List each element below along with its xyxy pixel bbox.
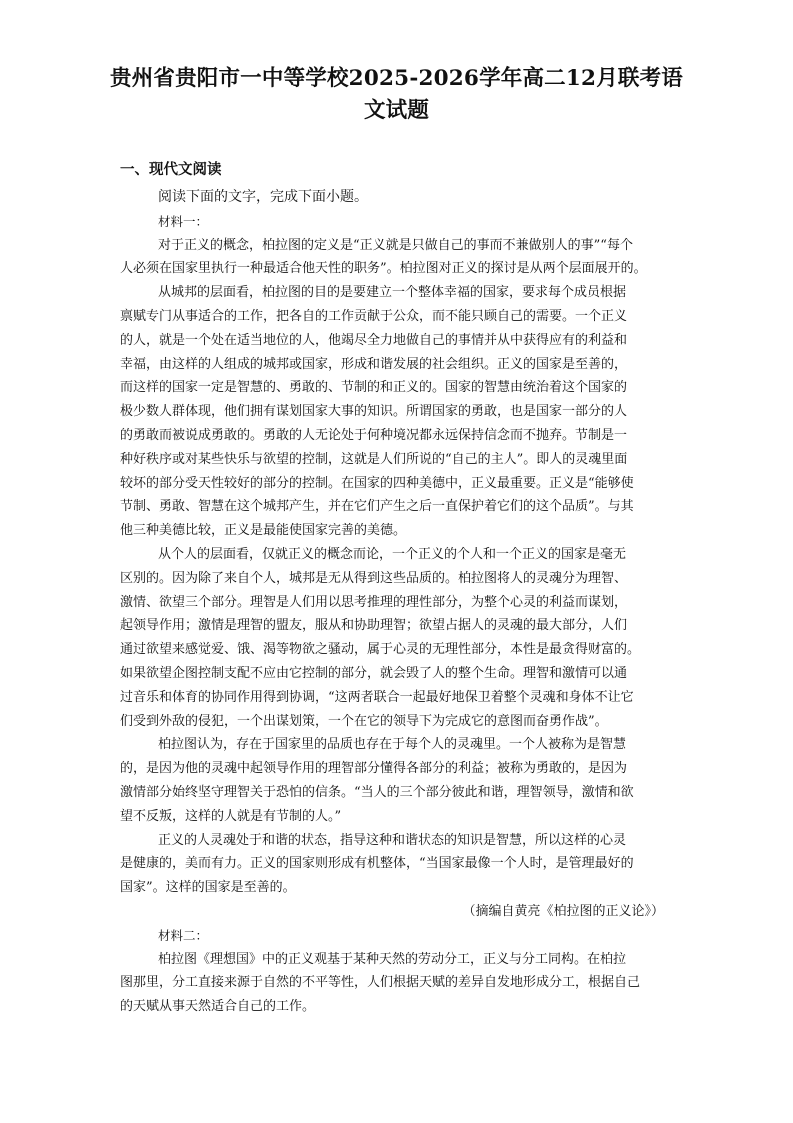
text-line: 极少数人群体现，他们拥有谋划国家大事的知识。所谓国家的勇敢，也是国家一部分的人 (120, 404, 628, 420)
text-line: 节制、勇敢、智慧在这个城邦产生，并在它们产生之后一直保护着它们的这个品质”。与其 (120, 499, 634, 515)
text-line: 过音乐和体育的协同作用得到协调，“这两者联合一起最好地保卫着整个灵魂和身体不让它 (120, 689, 634, 705)
text-line: 较坏的部分受天性较好的部分的控制。在国家的四种美德中，正义最重要。正义是“能够使 (120, 475, 634, 491)
material-2-label: 材料二： (158, 927, 209, 943)
text-line: 区别的。因为除了来自个人，城邦是无从得到这些品质的。柏拉图将人的灵魂分为理智、 (120, 570, 628, 586)
text-line: 而这样的国家一定是智慧的、勇敢的、节制的和正义的。国家的智慧由统治着这个国家的 (120, 380, 628, 396)
text-line: 们受到外敌的侵犯，一个出谋划策，一个在它的领导下为完成它的意图而奋勇作战”。 (120, 713, 608, 729)
document-title (100, 63, 693, 127)
text-line: 起领导作用；激情是理智的盟友，服从和协助理智；欲望占据人的灵魂的最大部分，人们 (120, 618, 628, 634)
text-line: 从城邦的层面看，柏拉图的目的是要建立一个整体幸福的国家，要求每个成员根据 (158, 285, 627, 301)
text-line: 正义的人灵魂处于和谐的状态，指导这种和谐状态的知识是智慧，所以这样的心灵 (158, 832, 627, 848)
text-line: 幸福，由这样的人组成的城邦或国家，形成和谐发展的社会组织。正义的国家是至善的， (120, 356, 628, 372)
instruction: 阅读下面的文字，完成下面小题。 (158, 189, 368, 205)
paragraph-6 (120, 948, 676, 1019)
paragraph-5 (120, 829, 676, 900)
title-line-1: 贵州省贵阳市一中等学校2025-2026学年高二12月联考语 (109, 66, 684, 91)
text-line: 通过欲望来感觉爱、饿、渴等物欲之骚动，属于心灵的无理性部分，本性是最贪得财富的。 (120, 642, 641, 658)
text-line: 禀赋专门从事适合的工作，把各自的工作贡献于公众，而不能只顾自己的需要。一个正义 (120, 308, 628, 324)
text-line: 的，是因为他的灵魂中起领导作用的理智部分懂得各部分的利益；被称为勇敢的，是因为 (120, 761, 628, 777)
paragraph-1 (120, 234, 676, 282)
text-line: 的天赋从事天然适合自己的工作。 (120, 999, 316, 1015)
text-line: 激情部分始终坚守理智关于恐怕的信条。“当人的三个部分彼此和谐，理智领导，激情和欲 (120, 784, 634, 800)
material-1-label: 材料一： (158, 213, 209, 229)
text-line: 柏拉图认为，存在于国家里的品质也存在于每个人的灵魂里。一个人被称为是智慧 (158, 737, 627, 753)
text-line: 望不反叛，这样的人就是有节制的人。” (120, 808, 342, 824)
text-line: 人必须在国家里执行一种最适合他天性的职务”。柏拉图对正义的探讨是从两个层面展开的。 (120, 261, 647, 277)
reading-passage (120, 186, 676, 1019)
text-line: 的勇敢而被说成勇敢的。勇敢的人无论处于何种境况都永远保持信念而不抛弃。节制是一 (120, 427, 628, 443)
text-line: 图那里，分工直接来源于自然的不平等性，人们根据天赋的差异自发地形成分工，根据自己 (120, 975, 641, 991)
text-line: 是健康的，美而有力。正义的国家则形成有机整体，“当国家最像一个人时，是管理最好的 (120, 856, 634, 872)
text-line: 的人，就是一个处在适当地位的人，他竭尽全力地做自己的事情并从中获得应有的利益和 (120, 332, 628, 348)
text-line: 如果欲望企图控制支配不应由它控制的部分，就会毁了人的整个生命。理智和激情可以通 (120, 665, 628, 681)
text-line: 种好秩序或对某些快乐与欲望的控制，这就是人们所说的“自己的主人”。即人的灵魂里面 (120, 451, 628, 467)
paragraph-3 (120, 543, 676, 733)
text-line: 对于正义的概念，柏拉图的定义是“正义就是只做自己的事而不兼做别人的事”“每个 (158, 237, 633, 253)
paragraph-4 (120, 733, 676, 828)
text-line: 激情、欲望三个部分。理智是人们用以思考推理的理性部分，为整个心灵的利益而谋划， (120, 594, 628, 610)
section-heading: 一、现代文阅读 (120, 162, 222, 178)
paragraph-2 (120, 281, 676, 543)
source-citation: （摘编自黄亮《柏拉图的正义论》） (462, 903, 664, 919)
text-line: 国家”。这样的国家是至善的。 (120, 880, 296, 896)
text-line: 从个人的层面看，仅就正义的概念而论，一个正义的个人和一个正义的国家是毫无 (158, 546, 627, 562)
title-line-2: 文试题 (363, 98, 430, 123)
text-line: 他三种美德比较，正义是最能使国家完善的美德。 (120, 523, 407, 539)
text-line: 柏拉图《理想国》中的正义观基于某种天然的劳动分工，正义与分工同构。在柏拉 (158, 951, 627, 967)
